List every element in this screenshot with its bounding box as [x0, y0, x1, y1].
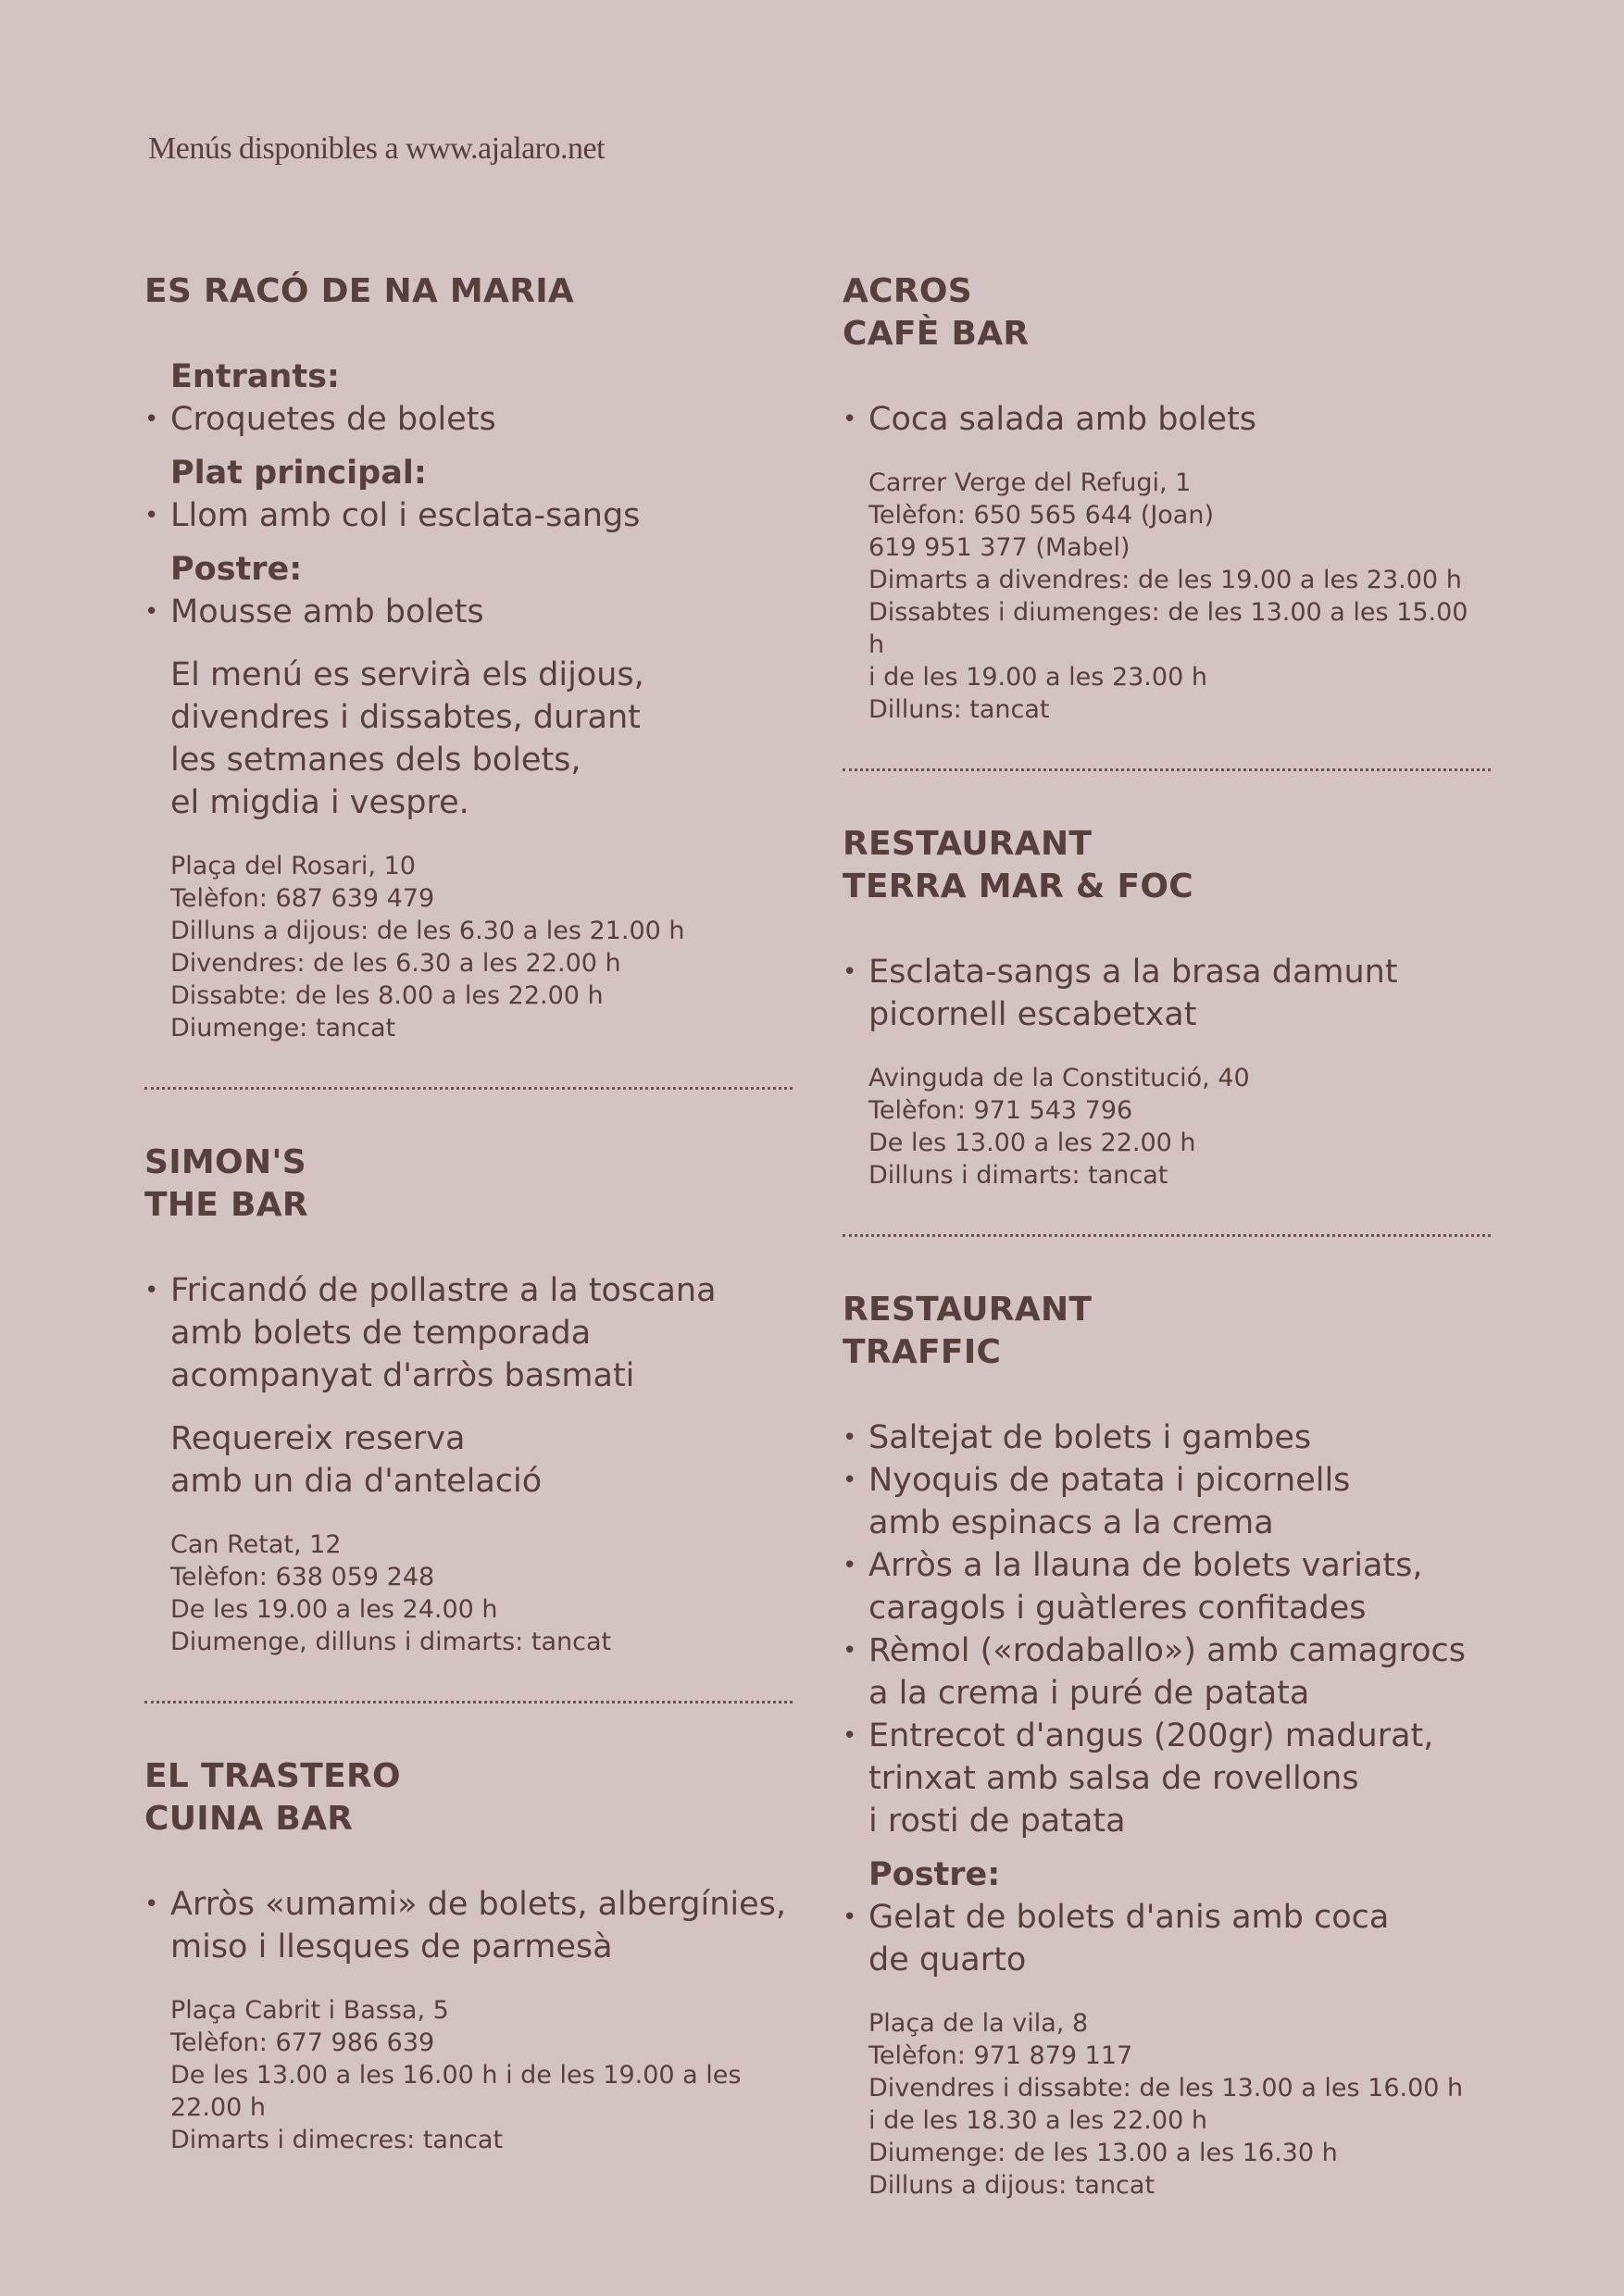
venue-info-line: Telèfon: 677 986 639 — [170, 2028, 435, 2057]
menu-item-line: de quarto — [868, 1941, 1027, 1978]
menu-item — [144, 1883, 793, 1968]
venue-name-line: RESTAURANT — [843, 1291, 1093, 1329]
venue-note-line: el migdia i vespre. — [170, 784, 469, 821]
menu-items-list — [843, 1416, 1491, 1842]
menu-item-line: • Llom amb col i esclata-sangs — [170, 497, 641, 534]
venue-name — [144, 270, 793, 313]
menu-items-list — [843, 398, 1491, 441]
menu-items-list — [843, 951, 1491, 1036]
venue-info-line: Divendres i dissabte: de les 13.00 a les 16.00 h — [868, 2074, 1464, 2103]
venue-info-line: Telèfon: 971 879 117 — [868, 2041, 1133, 2070]
venue-info-line: Telèfon: 650 565 644 (Joan) — [868, 501, 1215, 530]
venue-info — [170, 1529, 793, 1658]
venue-info-line: Dilluns a dijous: tancat — [868, 2171, 1156, 2200]
venue-info-line: Dissabtes i diumenges: de les 13.00 a les 15.00 h — [868, 598, 1468, 659]
menu-item-line: picornell escabetxat — [868, 996, 1197, 1033]
venue-note — [170, 654, 793, 824]
menu-item — [843, 1544, 1491, 1629]
venue-info-line: Plaça de la vila, 8 — [868, 2009, 1089, 2038]
menu-item-line: • Coca salada amb bolets — [868, 401, 1257, 438]
menu-item-line: • Nyoquis de patata i picornells — [868, 1462, 1351, 1499]
menu-items-list — [144, 1883, 793, 1968]
venue-block — [144, 1142, 793, 1658]
venue-info-line: Dimarts i dimecres: tancat — [170, 2126, 504, 2154]
venue-name — [843, 1289, 1491, 1374]
menu-item-line: caragols i guàtleres confitades — [868, 1590, 1367, 1627]
menu-item — [843, 951, 1491, 1036]
venue-note-line: Requereix reserva — [170, 1420, 466, 1457]
menu-item-line: • Mousse amb bolets — [170, 593, 484, 630]
venue-info-line: De les 13.00 a les 16.00 h i de les 19.00 a les 22.00 h — [170, 2061, 742, 2122]
menu-item — [144, 398, 793, 441]
venue-info-line: Diumenge: de les 13.00 a les 16.30 h — [868, 2139, 1338, 2167]
venue-info-line: De les 19.00 a les 24.00 h — [170, 1595, 498, 1624]
venue-block — [843, 823, 1491, 1192]
menu-section-heading: Entrants: — [170, 358, 340, 395]
venue-info-line: Telèfon: 971 543 796 — [868, 1096, 1133, 1125]
menu-item-line: • Fricandó de pollastre a la toscana — [170, 1272, 717, 1309]
venue-block — [144, 270, 793, 1044]
venue-info — [868, 467, 1491, 726]
venue-info — [868, 2007, 1491, 2202]
venue-info-line: Dilluns a dijous: de les 6.30 a les 21.00 h — [170, 917, 685, 945]
venue-name-line: ES RACÓ DE NA MARIA — [144, 272, 575, 310]
venue-name — [144, 1142, 793, 1227]
menu-item-line: • Saltejat de bolets i gambes — [868, 1419, 1312, 1456]
menu-items-list — [144, 494, 793, 537]
venue-note — [170, 1417, 793, 1503]
venue-note-line: les setmanes dels bolets, — [170, 742, 581, 779]
venue-info — [868, 1062, 1491, 1192]
venue-info-line: Dissabte: de les 8.00 a les 22.00 h — [170, 981, 604, 1010]
venue-info-line: Dimarts a divendres: de les 19.00 a les 23.00 h — [868, 566, 1462, 594]
menu-item-line: • Croquetes de bolets — [170, 401, 496, 438]
menu-items-list — [843, 1896, 1491, 1981]
menu-item-line: amb bolets de temporada — [170, 1315, 592, 1352]
menu-items-list — [144, 398, 793, 441]
left-column — [144, 270, 793, 2156]
venue-name — [843, 823, 1491, 908]
venue-info — [170, 850, 793, 1044]
menu-item-line: • Rèmol («rodaballo») amb camagrocs — [868, 1632, 1466, 1669]
venue-note-line: amb un dia d'antelació — [170, 1463, 543, 1500]
menu-item — [843, 1896, 1491, 1981]
venue-info-line: Diumenge: tancat — [170, 1014, 396, 1042]
menu-item — [144, 591, 793, 633]
venue-name-line: CAFÈ BAR — [843, 315, 1030, 353]
menu-item — [843, 1629, 1491, 1715]
menu-item — [843, 1459, 1491, 1544]
dotted-separator — [144, 1701, 793, 1703]
venue-info-line: Can Retat, 12 — [170, 1530, 342, 1559]
venue-name-line: THE BAR — [144, 1186, 308, 1224]
venue-block — [843, 1289, 1491, 2202]
venue-name-line: SIMON'S — [144, 1143, 306, 1181]
venue-note-line: divendres i dissabtes, durant — [170, 699, 641, 736]
venue-info-line: Telèfon: 687 639 479 — [170, 884, 435, 913]
right-column — [843, 270, 1491, 2202]
dotted-separator — [144, 1087, 793, 1090]
menu-item-line: • Gelat de bolets d'anis amb coca — [868, 1899, 1390, 1936]
menu-items-list — [144, 591, 793, 633]
menu-item-line: • Entrecot d'angus (200gr) madurat, — [868, 1717, 1434, 1754]
venue-name-line: ACROS — [843, 272, 973, 310]
menu-item — [144, 1269, 793, 1397]
menu-item — [843, 1416, 1491, 1459]
venue-name — [843, 270, 1491, 356]
venue-info-line: Telèfon: 638 059 248 — [170, 1563, 435, 1591]
menu-item-line: • Esclata-sangs a la brasa damunt — [868, 954, 1398, 991]
menu-item-line: amb espinacs a la crema — [868, 1504, 1274, 1541]
menu-item-line: trinxat amb salsa de rovellons — [868, 1760, 1359, 1797]
dotted-separator — [843, 1234, 1491, 1237]
menu-section-heading: Postre: — [868, 1856, 1001, 1893]
venue-note-line: El menú es servirà els dijous, — [170, 656, 644, 693]
venue-info-line: Plaça Cabrit i Bassa, 5 — [170, 1996, 449, 2025]
venue-name-line: TRAFFIC — [843, 1333, 1002, 1371]
menu-items-list — [144, 1269, 793, 1397]
venue-info-line: Dilluns: tancat — [868, 695, 1050, 724]
venue-name-line: CUINA BAR — [144, 1800, 354, 1838]
menu-item-line: a la crema i puré de patata — [868, 1675, 1310, 1712]
menu-item-line: i rosti de patata — [868, 1803, 1126, 1840]
venue-name-line: EL TRASTERO — [144, 1757, 401, 1795]
venue-info-line: i de les 18.30 a les 22.00 h — [868, 2106, 1207, 2135]
venue-block — [843, 270, 1491, 726]
menu-item-line: miso i llesques de parmesà — [170, 1928, 613, 1965]
menu-item — [144, 494, 793, 537]
venue-info-line: 619 951 377 (Mabel) — [868, 533, 1131, 562]
venue-info-line: Avinguda de la Constitució, 40 — [868, 1064, 1250, 1092]
venue-name-line: TERRA MAR & FOC — [843, 867, 1193, 905]
menu-item-line: • Arròs «umami» de bolets, albergínies, — [170, 1886, 787, 1923]
menu-item — [843, 1715, 1491, 1842]
venue-info-line: Divendres: de les 6.30 a les 22.00 h — [170, 949, 621, 978]
menu-section-heading: Plat principal: — [170, 455, 427, 492]
menu-section-heading: Postre: — [170, 551, 303, 588]
venue-info-line: Dilluns i dimarts: tancat — [868, 1161, 1168, 1190]
venue-info-line: Diumenge, dilluns i dimarts: tancat — [170, 1628, 612, 1656]
venue-info-line: De les 13.00 a les 22.00 h — [868, 1129, 1196, 1157]
page-header: Menús disponibles a www.ajalaro.net — [148, 131, 606, 166]
venue-info-line: Carrer Verge del Refugi, 1 — [868, 468, 1192, 497]
menu-item-line: acompanyat d'arròs basmati — [170, 1357, 635, 1394]
venue-info — [170, 1994, 793, 2156]
venue-name-line: RESTAURANT — [843, 825, 1093, 863]
venue-block — [144, 1755, 793, 2156]
venue-name — [144, 1755, 793, 1841]
venue-info-line: i de les 19.00 a les 23.00 h — [868, 663, 1207, 692]
dotted-separator — [843, 768, 1491, 771]
menu-item — [843, 398, 1491, 441]
venue-info-line: Plaça del Rosari, 10 — [170, 852, 416, 880]
menu-item-line: • Arròs a la llauna de bolets variats, — [868, 1547, 1423, 1584]
